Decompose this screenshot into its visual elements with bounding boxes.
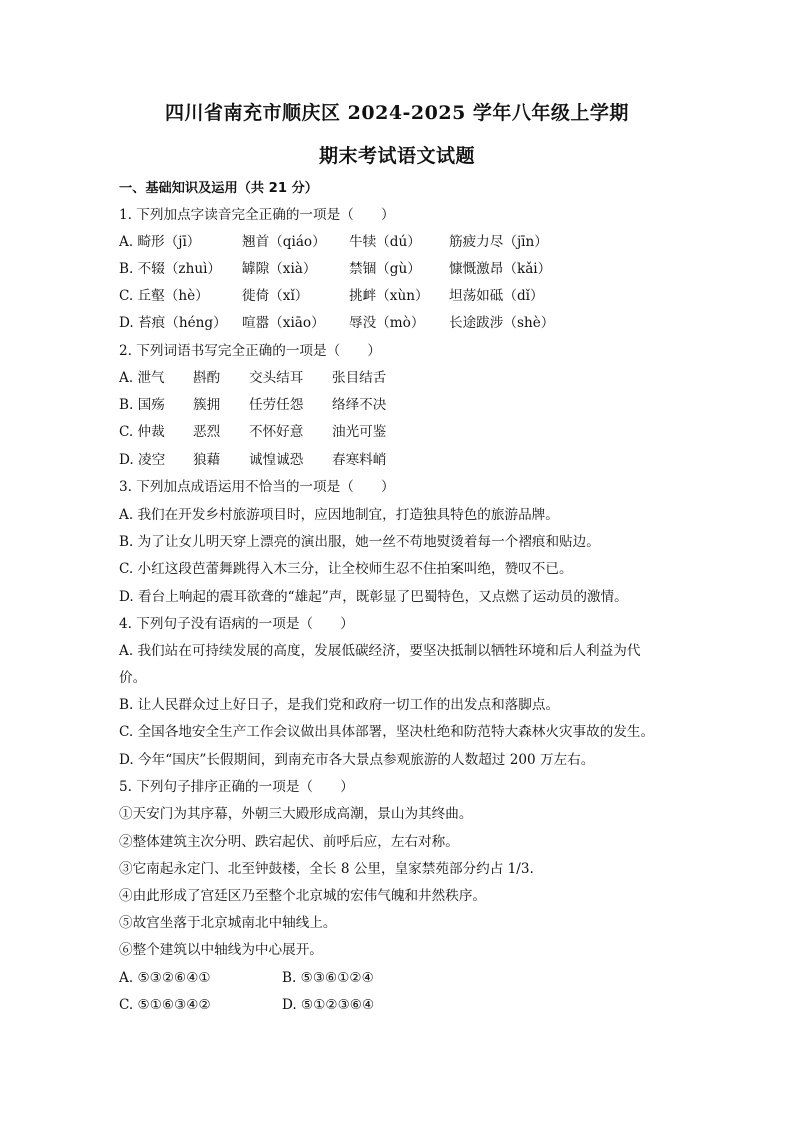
q1-d-3: 辱没（mò） [349, 315, 425, 331]
question-4-stem: 4. 下列句子没有语病的一项是（ ） [119, 616, 354, 632]
q1-c-1: C. 丘壑（hè） [119, 288, 209, 304]
question-3-option-a: A. 我们在开发乡村旅游项目时，应因地制宜，打造独具特色的旅游品牌。 [119, 507, 559, 523]
q1-d-1: D. 苔痕（héng） [119, 315, 227, 331]
question-4-option-b: B. 让人民群众过上好日子，是我们党和政府一切工作的出发点和落脚点。 [119, 697, 560, 713]
question-4-option-d: D. 今年“国庆”长假期间，到南充市各大景点参观旅游的人数超过 200 万左右。 [119, 752, 595, 768]
q1-c-3: 挑衅（xùn） [349, 288, 429, 304]
question-5-sentence-6: ⑥整个建筑以中轴线为中心展开。 [119, 942, 323, 958]
q1-a-1: A. 畸形（jī） [119, 234, 201, 250]
question-5-sentence-4: ④由此形成了宫廷区乃至整个北京城的宏伟气魄和井然秩序。 [119, 888, 487, 904]
q2-d-2: 狼藉 [193, 452, 221, 468]
q2-b-4: 络绎不决 [332, 397, 387, 413]
question-5-sentence-3: ③它南起永定门、北至钟鼓楼，全长 8 公里，皇家禁苑部分约占 1/3. [119, 861, 534, 877]
q2-d-3: 诚惶诚恐 [249, 452, 304, 468]
q2-c-1: C. 仲裁 [119, 424, 165, 440]
q2-c-4: 油光可鉴 [332, 424, 387, 440]
q2-a-4: 张目结舌 [332, 370, 387, 386]
q2-b-2: 簇拥 [193, 397, 221, 413]
question-4-option-c: C. 全国各地安全生产工作会议做出具体部署，坚决杜绝和防范特大森林火灾事故的发生。 [119, 724, 655, 740]
exam-subtitle: 期末考试语文试题 [318, 145, 475, 167]
question-3-stem: 3. 下列加点成语运用不恰当的一项是（ ） [119, 479, 395, 495]
q1-c-4: 坦荡如砥（dǐ） [449, 288, 544, 304]
question-2-stem: 2. 下列词语书写完全正确的一项是（ ） [119, 343, 381, 359]
q5-option-d: D. ⑤①②③⑥④ [282, 997, 375, 1013]
q1-a-3: 牛犊（dú） [349, 234, 421, 250]
question-3-option-d: D. 看台上响起的震耳欲聋的“雄起”声，既彰显了巴蜀特色，又点燃了运动员的激情。 [119, 589, 628, 605]
q1-b-1: B. 不辍（zhuì） [119, 261, 222, 277]
question-1-stem: 1. 下列加点字读音完全正确的一项是（ ） [119, 207, 395, 223]
question-5-sentence-1: ①天安门为其序幕，外朝三大殿形成高潮，景山为其终曲。 [119, 806, 473, 822]
question-3-option-c: C. 小红这段芭蕾舞跳得入木三分，让全校师生忍不住拍案叫绝，赞叹不已。 [119, 561, 573, 577]
q2-d-4: 春寒料峭 [332, 452, 387, 468]
q5-option-c: C. ⑤①⑥③④② [119, 997, 211, 1013]
q1-b-3: 禁锢（gù） [349, 261, 421, 277]
q2-a-3: 交头结耳 [249, 370, 304, 386]
q2-a-1: A. 泄气 [119, 370, 165, 386]
q1-a-2: 翘首（qiáo） [242, 234, 326, 250]
q2-d-1: D. 凌空 [119, 452, 166, 468]
q5-option-a: A. ⑤③②⑥④① [119, 970, 211, 986]
q5-option-b: B. ⑤③⑥①②④ [282, 970, 374, 986]
q1-d-2: 喧嚣（xiāo） [242, 315, 325, 331]
question-3-option-b: B. 为了让女儿明天穿上漂亮的演出服，她一丝不苟地熨烫着每一个褶痕和贴边。 [119, 534, 600, 550]
question-5-stem: 5. 下列句子排序正确的一项是（ ） [119, 779, 354, 795]
q2-b-3: 任劳任怨 [249, 397, 304, 413]
q2-c-2: 恶烈 [193, 424, 221, 440]
exam-title: 四川省南充市顺庆区 2024-2025 学年八年级上学期 [165, 102, 629, 124]
section-heading: 一、基础知识及运用（共 21 分） [119, 181, 318, 196]
q1-a-4: 筋疲力尽（jīn） [449, 234, 548, 250]
question-4-option-a: A. 我们站在可持续发展的高度，发展低碳经济，要坚决抵制以牺牲环境和后人利益为代价。 [119, 643, 641, 686]
q1-b-2: 罅隙（xià） [242, 261, 317, 277]
q1-d-4: 长途跋涉（shè） [449, 315, 555, 331]
q1-c-2: 徙倚（xǐ） [242, 288, 309, 304]
q2-b-1: B. 国殇 [119, 397, 165, 413]
question-5-sentence-2: ②整体建筑主次分明、跌宕起伏、前呼后应，左右对称。 [119, 834, 459, 850]
q1-b-4: 慷慨激昂（kǎi） [449, 261, 552, 277]
q2-a-2: 斟酌 [193, 370, 221, 386]
question-5-sentence-5: ⑤故宫坐落于北京城南北中轴线上。 [119, 915, 337, 931]
q2-c-3: 不怀好意 [249, 424, 304, 440]
